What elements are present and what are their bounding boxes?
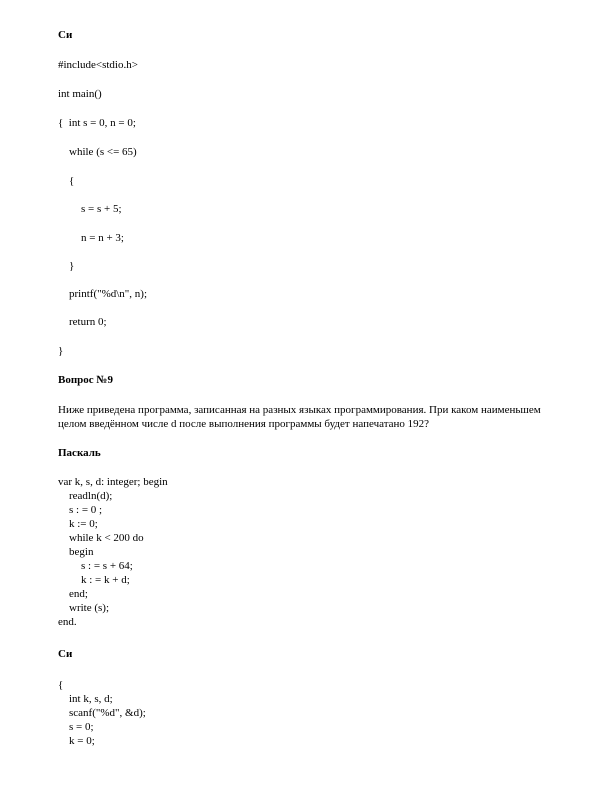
code-line: int main() [58,88,102,100]
code-line: end; [69,588,88,600]
code-line: write (s); [69,602,110,614]
code-line: k := 0; [69,518,98,530]
pascal-heading: Паскаль [58,447,101,459]
question-heading: Вопрос №9 [58,374,113,386]
code-line: s : = s + 64; [81,560,133,572]
code-line: k = 0; [69,735,95,747]
code-line: return 0; [69,316,107,328]
code-line: printf("%d\n", n); [69,288,148,300]
code-line: s : = 0 ; [69,504,103,516]
code-line: begin [69,546,94,558]
question-text: Ниже приведена программа, записанная на разных языках программирования. При каком наименьшем целом введённом числе d после выполнения программы будет напечатано 192? [58,404,541,430]
code-line: { int s = 0, n = 0; [58,117,136,129]
code-line: } [58,345,64,357]
c-heading-1: Си [58,29,73,41]
code-line: { [69,175,75,187]
code-line: #include<stdio.h> [58,59,138,71]
code-line: readln(d); [69,490,113,502]
c-heading-2: Си [58,648,73,660]
code-line: while k < 200 do [69,532,144,544]
code-line: while (s <= 65) [69,146,137,158]
code-line: s = 0; [69,721,94,733]
code-line: scanf("%d", &d); [69,707,146,719]
code-line: k : = k + d; [81,574,130,586]
code-line: } [69,260,75,272]
code-line: n = n + 3; [81,232,124,244]
code-line: end. [58,616,77,628]
code-line: s = s + 5; [81,203,122,215]
code-line: int k, s, d; [69,693,113,705]
code-line: var k, s, d: integer; begin [58,476,168,488]
code-line: { [58,679,64,691]
